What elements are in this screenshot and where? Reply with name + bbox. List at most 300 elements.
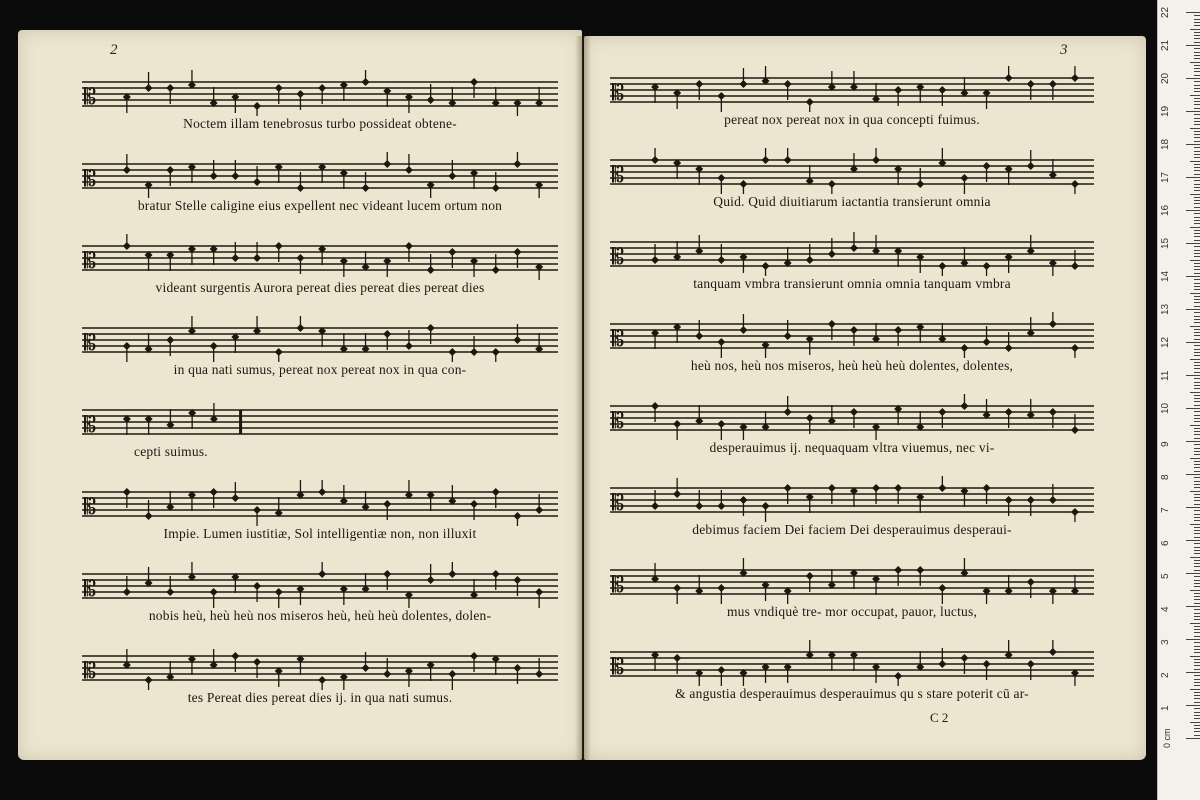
ruler-tick <box>1194 464 1200 465</box>
ruler-tick <box>1194 514 1200 515</box>
music-system <box>610 476 1094 554</box>
lyric-line: tanquam vmbra transierunt omnia omnia tanquam vmbra <box>693 276 1011 291</box>
note-mark <box>938 262 946 276</box>
note-mark <box>762 663 770 683</box>
ruler-tick <box>1194 448 1200 449</box>
ruler-tick <box>1194 467 1200 468</box>
ruler-tick <box>1190 62 1200 63</box>
ruler-tick <box>1194 151 1200 152</box>
ruler-tick <box>1194 629 1200 630</box>
clef-glyph: 𝄡 <box>84 495 97 520</box>
ruler-tick <box>1194 497 1200 498</box>
page-number-left: 2 <box>110 42 118 58</box>
ruler-tick <box>1194 141 1200 142</box>
note-mark <box>1071 344 1079 358</box>
ruler-tick <box>1194 335 1200 336</box>
note-mark <box>1027 399 1035 419</box>
note-mark <box>427 181 435 198</box>
ruler-tick <box>1194 517 1200 518</box>
note-mark <box>695 165 703 185</box>
ruler-tick <box>1186 540 1200 541</box>
ruler-tick <box>1194 646 1200 647</box>
music-staff <box>82 480 558 526</box>
note-mark <box>673 241 681 261</box>
ruler-tick <box>1194 550 1200 551</box>
ruler-tick <box>1194 527 1200 528</box>
ruler-tick <box>1194 48 1200 49</box>
note-mark <box>383 152 391 168</box>
note-mark <box>296 655 304 675</box>
note-mark <box>983 399 991 419</box>
ruler-tick <box>1194 352 1200 353</box>
note-mark <box>762 262 770 276</box>
note-mark <box>916 651 924 671</box>
ruler-tick <box>1186 243 1200 244</box>
ruler-tick <box>1194 718 1200 719</box>
ruler-tick <box>1186 705 1200 706</box>
music-system <box>610 230 1094 308</box>
note-mark <box>535 87 543 107</box>
ruler-tick <box>1194 124 1200 125</box>
music-system <box>82 152 558 230</box>
note-mark <box>850 651 858 671</box>
note-mark <box>673 89 681 109</box>
ruler-tick <box>1194 725 1200 726</box>
right-page <box>584 36 1146 760</box>
ruler-tick <box>1194 240 1200 241</box>
ruler-tick <box>1186 507 1200 508</box>
ruler-tick <box>1194 405 1200 406</box>
clef-glyph: 𝄡 <box>84 167 97 192</box>
ruler-unit-label: 0 cm <box>1162 728 1172 748</box>
note-mark <box>983 587 991 604</box>
note-mark <box>1071 669 1079 686</box>
note-mark <box>340 169 348 189</box>
note-mark <box>340 333 348 353</box>
ruler-label: 19 <box>1160 105 1171 117</box>
clef-glyph: 𝄡 <box>84 249 97 274</box>
ruler-tick <box>1194 642 1200 643</box>
ruler-tick <box>1186 408 1200 409</box>
note-mark <box>960 344 968 358</box>
note-mark <box>492 655 500 675</box>
clef-glyph: 𝄡 <box>612 81 625 106</box>
clef-glyph: 𝄡 <box>612 655 625 680</box>
ruler-tick <box>1194 510 1200 511</box>
ruler-tick <box>1194 157 1200 158</box>
note-mark <box>340 257 348 277</box>
ruler-tick <box>1190 425 1200 426</box>
note-mark <box>405 93 413 113</box>
ruler-label: 8 <box>1160 474 1171 480</box>
ruler-tick <box>1194 75 1200 76</box>
note-mark <box>210 403 218 423</box>
clef-glyph: 𝄡 <box>612 245 625 270</box>
note-mark <box>916 323 924 343</box>
ruler-tick <box>1194 682 1200 683</box>
ruler-tick <box>1190 722 1200 723</box>
note-mark <box>784 587 792 604</box>
ruler-tick <box>1194 418 1200 419</box>
music-staff <box>82 644 558 690</box>
note-mark <box>872 235 880 255</box>
ruler-tick <box>1194 715 1200 716</box>
lyric-line: cepti suimus. <box>134 444 208 459</box>
ruler-tick <box>1194 520 1200 521</box>
lyric-line: in qua nati sumus, pereat nox pereat nox in qua con- <box>173 362 467 377</box>
ruler-tick <box>1194 695 1200 696</box>
clef-glyph: 𝄡 <box>612 491 625 516</box>
ruler-tick <box>1194 566 1200 567</box>
note-mark <box>960 394 968 410</box>
ruler-tick <box>1194 471 1200 472</box>
note-mark <box>673 159 681 179</box>
ruler-tick <box>1194 98 1200 99</box>
ruler-tick <box>1194 22 1200 23</box>
ruler-tick <box>1194 728 1200 729</box>
ruler-tick <box>1194 665 1200 666</box>
ruler-tick <box>1194 207 1200 208</box>
ruler-tick <box>1194 702 1200 703</box>
ruler-tick <box>1194 560 1200 561</box>
ruler-tick <box>1194 190 1200 191</box>
ruler-tick <box>1194 398 1200 399</box>
note-mark <box>695 235 703 255</box>
ruler-tick <box>1194 382 1200 383</box>
ruler-tick <box>1194 619 1200 620</box>
ruler-tick <box>1186 111 1200 112</box>
note-mark <box>145 415 153 435</box>
ruler-label: 3 <box>1160 639 1171 645</box>
clef-glyph: 𝄡 <box>84 85 97 110</box>
note-mark <box>275 163 283 183</box>
ruler-tick <box>1194 461 1200 462</box>
note-mark <box>470 169 478 189</box>
note-mark <box>1049 159 1057 179</box>
note-mark <box>123 234 131 250</box>
ruler-tick <box>1194 349 1200 350</box>
note-mark <box>1049 640 1057 656</box>
note-mark <box>362 333 370 353</box>
ruler-tick <box>1190 458 1200 459</box>
music-staff <box>82 398 558 444</box>
ruler-tick <box>1194 65 1200 66</box>
note-mark <box>651 148 659 164</box>
ruler-tick <box>1194 85 1200 86</box>
note-mark <box>739 253 747 273</box>
ruler-tick <box>1194 652 1200 653</box>
note-mark <box>145 676 153 690</box>
note-mark <box>872 323 880 343</box>
ruler-tick <box>1194 362 1200 363</box>
ruler-tick <box>1186 309 1200 310</box>
ruler-tick <box>1186 210 1200 211</box>
ruler-tick <box>1194 438 1200 439</box>
ruler-tick <box>1194 68 1200 69</box>
ruler-tick <box>1194 454 1200 455</box>
note-mark <box>784 148 792 164</box>
ruler-tick <box>1190 161 1200 162</box>
note-mark <box>340 81 348 101</box>
note-mark <box>513 99 521 116</box>
ruler-label: 13 <box>1160 303 1171 315</box>
music-system <box>610 312 1094 390</box>
ruler-tick <box>1194 236 1200 237</box>
ruler-tick <box>1194 355 1200 356</box>
ruler-tick <box>1194 586 1200 587</box>
note-mark <box>762 66 770 85</box>
note-mark <box>296 585 304 605</box>
note-mark <box>1005 253 1013 273</box>
note-mark <box>850 487 858 507</box>
note-mark <box>470 579 478 599</box>
ruler-tick <box>1194 147 1200 148</box>
ruler-tick <box>1194 698 1200 699</box>
ruler-tick <box>1186 738 1200 739</box>
note-mark <box>145 567 153 587</box>
music-system <box>610 640 1094 718</box>
lyric-line: heù nos, heù nos miseros, heù heù heù dolentes, dolentes, <box>690 358 1014 373</box>
note-mark <box>318 327 326 347</box>
ruler-tick <box>1194 253 1200 254</box>
note-mark <box>784 663 792 683</box>
ruler-tick <box>1190 689 1200 690</box>
ruler-tick <box>1194 38 1200 39</box>
ruler-tick <box>1190 491 1200 492</box>
note-mark <box>916 83 924 103</box>
music-staff <box>82 152 558 198</box>
note-mark <box>318 562 326 578</box>
ruler-tick <box>1194 444 1200 445</box>
ruler-label: 12 <box>1160 336 1171 348</box>
ruler-tick <box>1190 623 1200 624</box>
note-mark <box>1005 165 1013 185</box>
note-mark <box>275 348 283 362</box>
music-staff <box>82 316 558 362</box>
note-mark <box>1049 312 1057 328</box>
ruler-tick <box>1186 375 1200 376</box>
note-mark <box>231 333 239 353</box>
ruler-tick <box>1194 81 1200 82</box>
ruler-tick <box>1194 669 1200 670</box>
ruler-tick <box>1194 306 1200 307</box>
ruler-tick <box>1194 679 1200 680</box>
ruler-tick <box>1194 19 1200 20</box>
ruler-tick <box>1194 533 1200 534</box>
note-mark <box>762 341 770 358</box>
ruler-label: 15 <box>1160 237 1171 249</box>
note-mark <box>938 148 946 167</box>
note-mark <box>448 562 456 578</box>
note-mark <box>318 163 326 183</box>
clef-glyph: 𝄡 <box>612 409 625 434</box>
note-mark <box>1071 66 1079 82</box>
ruler-tick <box>1194 411 1200 412</box>
ruler-tick <box>1190 656 1200 657</box>
ruler-tick <box>1194 312 1200 313</box>
ruler-tick <box>1194 421 1200 422</box>
ruler-tick <box>1194 104 1200 105</box>
note-mark <box>651 329 659 349</box>
ruler-tick <box>1194 537 1200 538</box>
lyric-line: Quid. Quid diuitiarum iactantia transierunt omnia <box>713 194 991 209</box>
ruler-tick <box>1194 108 1200 109</box>
ruler-tick <box>1194 296 1200 297</box>
music-system <box>82 398 558 476</box>
ruler-tick <box>1194 118 1200 119</box>
music-staff <box>610 66 1094 112</box>
ruler-tick <box>1194 395 1200 396</box>
ruler-tick <box>1194 170 1200 171</box>
clef-glyph: 𝄡 <box>84 659 97 684</box>
ruler-tick <box>1194 543 1200 544</box>
ruler-tick <box>1194 319 1200 320</box>
music-staff <box>82 70 558 116</box>
ruler-tick <box>1186 78 1200 79</box>
note-mark <box>938 476 946 492</box>
ruler-tick <box>1194 263 1200 264</box>
lyric-line: bratur Stelle caligine eius expellent nec videant lucem ortum non <box>137 198 503 213</box>
ruler-tick <box>1194 91 1200 92</box>
ruler-tick <box>1186 606 1200 607</box>
note-mark <box>362 491 370 511</box>
ruler-tick <box>1190 557 1200 558</box>
ruler-tick <box>1194 233 1200 234</box>
note-mark <box>535 333 543 353</box>
ruler-tick <box>1194 530 1200 531</box>
ruler-tick <box>1194 269 1200 270</box>
music-staff <box>610 476 1094 522</box>
note-mark <box>296 316 304 332</box>
note-mark <box>253 316 261 335</box>
ruler-tick <box>1194 708 1200 709</box>
music-staff <box>610 640 1094 686</box>
note-mark <box>340 673 348 690</box>
lyric-line: pereat nox pereat nox in qua concepti fuimus. <box>724 112 980 127</box>
note-mark <box>1027 235 1035 255</box>
signature-mark: C 2 <box>930 710 949 725</box>
note-mark <box>960 558 968 577</box>
note-mark <box>188 316 196 335</box>
clef-glyph: 𝄡 <box>84 577 97 602</box>
note-mark <box>535 181 543 198</box>
ruler-tick <box>1194 316 1200 317</box>
note-mark <box>188 70 196 89</box>
ruler-tick <box>1194 735 1200 736</box>
music-staff <box>82 562 558 608</box>
note-mark <box>828 405 836 425</box>
note-mark <box>1005 575 1013 595</box>
ruler-tick <box>1194 345 1200 346</box>
note-mark <box>470 257 478 277</box>
ruler-tick <box>1194 217 1200 218</box>
note-mark <box>739 669 747 686</box>
ruler-tick <box>1186 276 1200 277</box>
note-mark <box>762 581 770 601</box>
note-mark <box>673 323 681 343</box>
ruler-tick <box>1194 25 1200 26</box>
ruler-tick <box>1186 177 1200 178</box>
ruler-tick <box>1194 712 1200 713</box>
note-mark <box>983 262 991 276</box>
ruler-tick <box>1194 137 1200 138</box>
note-mark <box>318 676 326 690</box>
note-mark <box>762 411 770 431</box>
ruler-label: 6 <box>1160 540 1171 546</box>
ruler-label: 7 <box>1160 507 1171 513</box>
ruler-tick <box>1194 626 1200 627</box>
lyric-line: debimus faciem Dei faciem Dei desperauimus desperaui- <box>692 522 1012 537</box>
note-mark <box>362 573 370 593</box>
ruler-tick <box>1194 434 1200 435</box>
note-mark <box>513 512 521 526</box>
ruler-tick <box>1194 88 1200 89</box>
ruler-tick <box>1194 477 1200 478</box>
note-mark <box>739 558 747 577</box>
ruler-tick <box>1190 227 1200 228</box>
ruler-tick <box>1190 392 1200 393</box>
note-mark <box>210 245 218 265</box>
note-mark <box>231 573 239 593</box>
ruler-tick <box>1194 504 1200 505</box>
note-mark <box>828 71 836 91</box>
ruler-tick <box>1194 187 1200 188</box>
ruler-label: 21 <box>1160 39 1171 51</box>
ruler-tick <box>1190 260 1200 261</box>
ruler-tick <box>1194 180 1200 181</box>
ruler-tick <box>1190 194 1200 195</box>
ruler-tick <box>1194 200 1200 201</box>
note-mark <box>405 480 413 499</box>
ruler-label: 11 <box>1160 370 1171 381</box>
ruler-tick <box>1186 45 1200 46</box>
ruler-tick <box>1194 603 1200 604</box>
ruler-tick <box>1194 632 1200 633</box>
note-mark <box>894 672 902 686</box>
ruler-tick <box>1194 675 1200 676</box>
note-mark <box>916 411 924 431</box>
ruler-tick <box>1194 484 1200 485</box>
ruler-tick <box>1194 385 1200 386</box>
ruler-tick <box>1194 451 1200 452</box>
note-mark <box>123 415 131 435</box>
lyric-line: videant surgentis Aurora pereat dies pereat dies pereat dies <box>155 280 485 295</box>
note-mark <box>828 569 836 589</box>
ruler-tick <box>1194 401 1200 402</box>
ruler-tick <box>1194 593 1200 594</box>
ruler-tick <box>1194 329 1200 330</box>
note-mark <box>166 491 174 511</box>
music-system <box>610 66 1094 144</box>
ruler-tick <box>1194 286 1200 287</box>
note-mark <box>806 335 814 355</box>
ruler-tick <box>1194 184 1200 185</box>
note-mark <box>894 405 902 425</box>
note-mark <box>362 251 370 271</box>
note-mark <box>872 575 880 595</box>
ruler-tick <box>1194 481 1200 482</box>
note-mark <box>427 491 435 511</box>
note-mark <box>916 253 924 273</box>
music-system <box>82 316 558 394</box>
ruler-tick <box>1186 672 1200 673</box>
note-mark <box>1071 575 1079 595</box>
ruler-tick <box>1194 659 1200 660</box>
note-mark <box>145 181 153 198</box>
ruler-label: 18 <box>1160 138 1171 150</box>
note-mark <box>695 405 703 425</box>
ruler-label: 16 <box>1160 204 1171 216</box>
